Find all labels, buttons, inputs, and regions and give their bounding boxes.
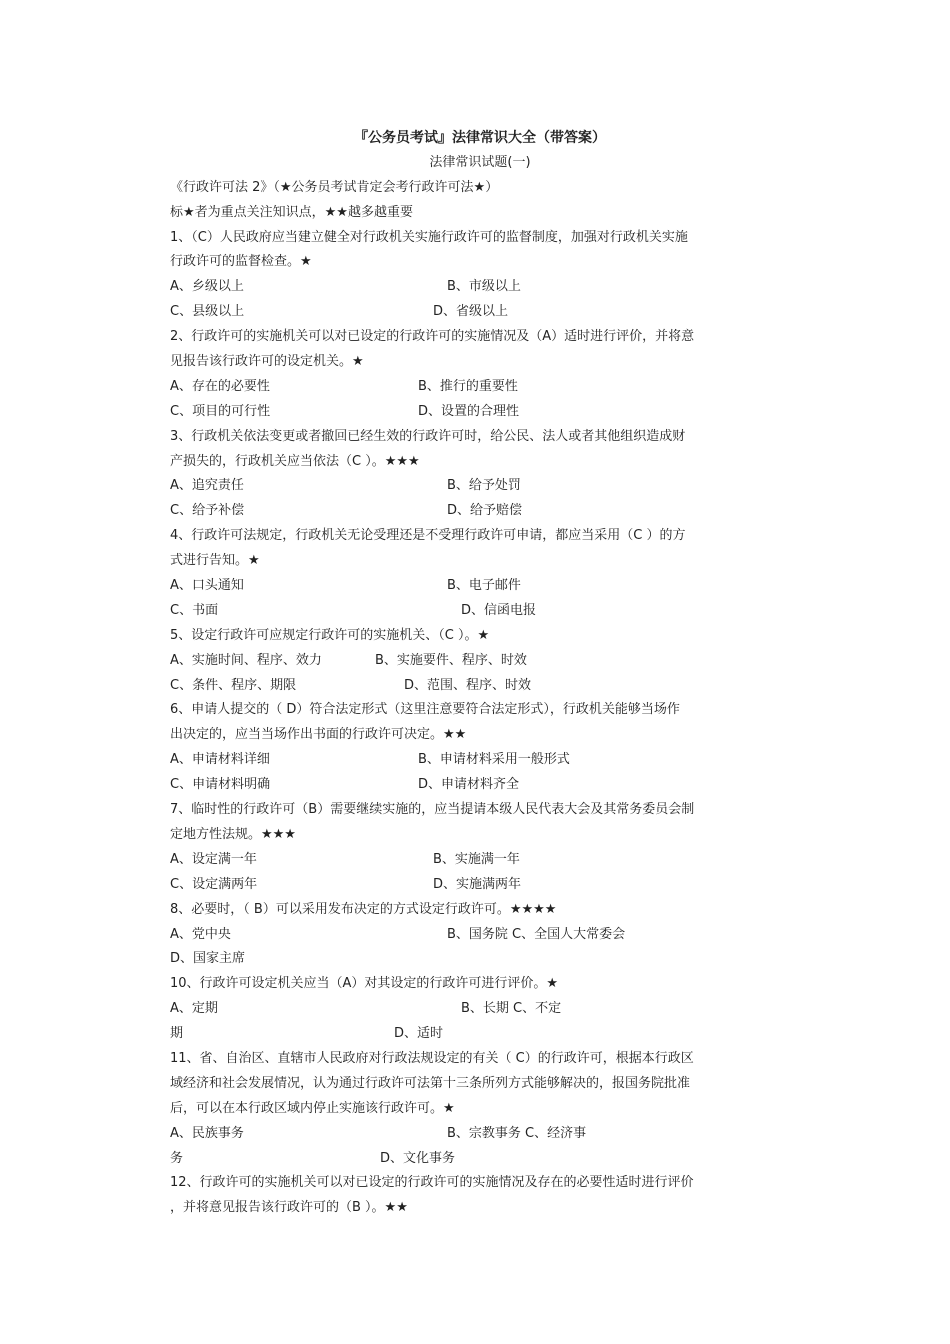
option-c: C、书面: [170, 602, 219, 618]
option-d: D、文化事务: [380, 1150, 456, 1166]
option-d: D、信函电报: [461, 602, 537, 618]
option-a: A、口头通知: [170, 578, 244, 594]
question-8-line-1: 8、必要时，（ B）可以采用发布决定的方式设定行政许可。★★★★: [170, 901, 557, 917]
question-3-options-row-1: [170, 474, 760, 499]
question-11-options-row-1: [170, 1122, 760, 1147]
question-6-line-2: 出决定的，应当当场作出书面的行政许可决定。★★: [170, 727, 467, 743]
option-a: A、设定满一年: [170, 851, 257, 867]
option-c: C、县级以上: [170, 304, 245, 320]
question-4-line-2: 式进行告知。★: [170, 553, 260, 569]
question-5-options-row-1: [170, 649, 760, 674]
question-6-line-1: 6、申请人提交的（ D）符合法定形式（这里注意要符合法定形式），行政机关能够当场作: [170, 702, 680, 718]
question-2-options-row-2: [170, 400, 760, 425]
question-11-options-row-2: [170, 1147, 760, 1172]
question-6-options-row-2: [170, 773, 760, 798]
option-b-c: B、长期 C、不定: [461, 1001, 562, 1017]
option-a: A、实施时间、程序、效力: [170, 652, 322, 668]
question-2-line-1: 2、行政许可的实施机关可以对已设定的行政许可的实施情况及（A）适时进行评价，并将意: [170, 329, 695, 345]
option-c: C、申请材料明确: [170, 777, 271, 793]
question-11-line-2: 域经济和社会发展情况，认为通过行政许可法第十三条所列方式能够解决的，报国务院批准: [170, 1075, 691, 1091]
question-2-options-row-1: [170, 375, 760, 400]
question-4-options-row-1: [170, 574, 760, 599]
question-1-line-1: 1、（C）人民政府应当建立健全对行政机关实施行政许可的监督制度，加强对行政机关实施: [170, 229, 688, 245]
option-a: A、追究责任: [170, 478, 244, 494]
question-3-options-row-2: [170, 499, 760, 524]
option-c-continued: 期: [170, 1026, 184, 1042]
option-b-c: B、宗教事务 C、经济事: [447, 1125, 587, 1141]
option-a: A、申请材料详细: [170, 752, 270, 768]
option-a: A、存在的必要性: [170, 378, 270, 394]
option-c: C、给予补偿: [170, 503, 245, 519]
question-7-line-2: 定地方性法规。★★★: [170, 826, 296, 842]
option-c: C、条件、程序、期限: [170, 677, 297, 693]
question-5-options-row-2: [170, 674, 760, 699]
question-4-options-row-2: [170, 599, 760, 624]
importance-note: 标★者为重点关注知识点，★★越多越重要: [170, 204, 413, 220]
option-b: B、电子邮件: [447, 578, 521, 594]
question-3-line-1: 3、行政机关依法变更或者撤回已经生效的行政许可时，给公民、法人或者其他组织造成财: [170, 428, 686, 444]
page-title: 『公务员考试』法律常识大全（带答案）: [354, 130, 606, 146]
question-10-options-row-1: [170, 997, 760, 1022]
question-3-line-2: 产损失的，行政机关应当依法（C ）。★★★: [170, 453, 420, 469]
option-b: B、推行的重要性: [418, 378, 518, 394]
option-b: B、给予处罚: [447, 478, 521, 494]
question-7-line-1: 7、临时性的行政许可（B）需要继续实施的，应当提请本级人民代表大会及其常务委员会制: [170, 802, 695, 818]
option-a: A、乡级以上: [170, 279, 244, 295]
option-b: B、申请材料采用一般形式: [418, 752, 570, 768]
page-subtitle: 法律常识试题(一): [429, 154, 531, 170]
question-11-line-1: 11、省、自治区、直辖市人民政府对行政法规设定的有关（ C）的行政许可，根据本行政区: [170, 1050, 694, 1066]
option-c: C、设定满两年: [170, 876, 258, 892]
question-4-line-1: 4、行政许可法规定，行政机关无论受理还是不受理行政许可申请，都应当采用（C ）的方: [170, 528, 686, 544]
question-11-line-3: 后，可以在本行政区域内停止实施该行政许可。★: [170, 1100, 455, 1116]
question-12-line-1: 12、行政许可的实施机关可以对已设定的行政许可的实施情况及存在的必要性适时进行评价: [170, 1175, 694, 1191]
option-d: D、实施满两年: [433, 876, 522, 892]
question-6-options-row-1: [170, 748, 760, 773]
option-b: B、实施满一年: [433, 851, 520, 867]
option-d: D、申请材料齐全: [418, 777, 520, 793]
option-d: D、适时: [394, 1026, 444, 1042]
question-2-line-2: 见报告该行政许可的设定机关。★: [170, 354, 364, 370]
question-8-options-row-1: [170, 923, 760, 948]
option-b: B、实施要件、程序、时效: [375, 652, 527, 668]
option-c: C、项目的可行性: [170, 403, 271, 419]
question-7-options-row-1: [170, 848, 760, 873]
option-d: D、给予赔偿: [447, 503, 523, 519]
option-c-continued: 务: [170, 1150, 184, 1166]
question-10-options-row-2: [170, 1022, 760, 1047]
option-d: D、范围、程序、时效: [404, 677, 532, 693]
option-d: D、省级以上: [433, 304, 509, 320]
option-b: B、市级以上: [447, 279, 521, 295]
question-1-options-row-2: [170, 300, 760, 325]
document-page: [170, 126, 760, 1221]
option-b-c: B、国务院 C、全国人大常委会: [447, 926, 626, 942]
question-1-line-2: 行政许可的监督检查。★: [170, 254, 312, 270]
option-a: A、定期: [170, 1001, 218, 1017]
option-d: D、设置的合理性: [418, 403, 520, 419]
question-7-options-row-2: [170, 873, 760, 898]
question-1-options-row-1: [170, 275, 760, 300]
option-d: D、国家主席: [170, 951, 246, 967]
question-5-line-1: 5、设定行政许可应规定行政许可的实施机关、（C ）。★: [170, 627, 490, 643]
question-10-line-1: 10、行政许可设定机关应当（A）对其设定的行政许可进行评价。★: [170, 976, 559, 992]
option-a: A、民族事务: [170, 1125, 244, 1141]
law-name: 《行政许可法 2》（★公务员考试肯定会考行政许可法★）: [170, 179, 499, 195]
question-12-line-2: ，并将意见报告该行政许可的（B ）。★★: [170, 1200, 408, 1216]
option-a: A、党中央: [170, 926, 231, 942]
